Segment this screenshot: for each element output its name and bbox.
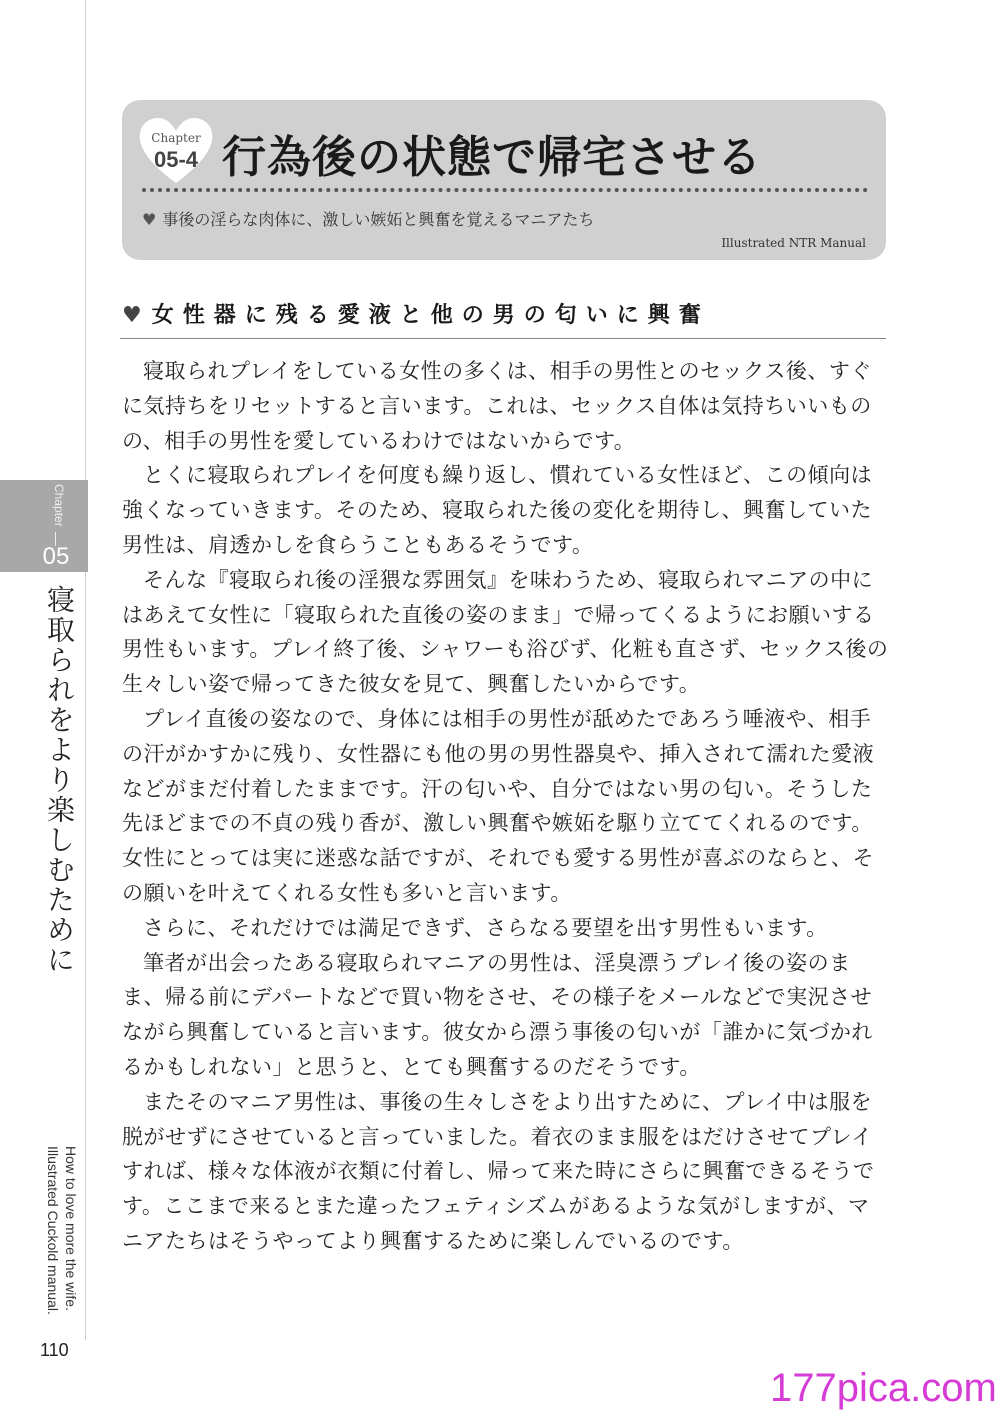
- section-heading-text: 女性器に残る愛液と他の男の匂いに興奮: [151, 303, 710, 328]
- chapter-number: 05-4: [153, 147, 199, 172]
- paragraph: そんな『寝取られ後の淫猥な雰囲気』を味わうため、寝取られマニアの中にはあえて女性に「寝取られた直後の姿のまま」で帰ってくるようにお願いする男性もいます。プレイ終了後、シャワーも浴びず、化粧も直さず、セックス後の生々しい姿で帰ってきた彼女を見て、興奮したいからです。: [122, 567, 889, 697]
- side-chapter-number: 05: [42, 543, 70, 570]
- manual-label: Illustrated NTR Manual: [721, 236, 866, 250]
- chapter-label: Chapter: [151, 131, 201, 145]
- body-text: [122, 354, 890, 1259]
- paragraph: プレイ直後の姿なので、身体には相手の男性が舐めたであろう唾液や、相手の汗がかすかに残り、女性器にも他の男の男性器臭や、挿入されて濡れた愛液などがまだ付着したままです。汗の匂いや、自分ではない男の匂い。そうした先ほどまでの不貞の残り香が、激しい興奮や嫉妬を駆り立ててくれるのです。女性にとっては実に迷惑な話ですが、それでも愛する男性が喜ぶのならと、その願いを叶えてくれる女性も多いと言います。: [122, 706, 875, 905]
- section-heading: [122, 298, 710, 329]
- side-chapter-label: Chapter: [52, 484, 66, 527]
- side-chapter-title: 寝取られをより楽しむために: [43, 585, 76, 975]
- paragraph: 筆者が出会ったある寝取られマニアの男性は、淫臭漂うプレイ後の姿のまま、帰る前にデパートなどで買い物をさせ、その様子をメールなどで実況させながら興奮していると言います。彼女から漂う事後の匂いが「誰かに気づかれるかもしれない」と思うと、とても興奮するのだそうです。: [122, 950, 873, 1079]
- section-divider: [120, 338, 886, 339]
- paragraph: またそのマニア男性は、事後の生々しさをより出すために、プレイ中は服を脱がせずにさせていると言っていました。着衣のまま服をはだけさせてプレイすれば、様々な体液が衣類に付着し、帰って来た時にさらに興奮できるそうです。ここまで来るとまた違ったフェティシズムがあるような気がしますが、マニアたちはそうやってより興奮するために楽しんでいるのです。: [122, 1089, 875, 1253]
- heart-icon: ♥: [142, 210, 157, 229]
- page-number: 110: [40, 1340, 69, 1360]
- paragraph: 寝取られプレイをしている女性の多くは、相手の男性とのセックス後、すぐに気持ちをリセットすると言います。これは、セックス自体は気持ちいいものの、相手の男性を愛しているわけではないからです。: [122, 359, 872, 453]
- side-english-line: How to love more the wife.: [63, 1146, 79, 1311]
- subtitle: [142, 207, 594, 230]
- side-english-line: Illustrated Cuckold manual.: [45, 1146, 61, 1315]
- margin-rule: [85, 0, 86, 1340]
- paragraph: さらに、それだけでは満足できず、さらなる要望を出す男性もいます。: [143, 915, 828, 940]
- dotted-divider: [142, 188, 868, 192]
- paragraph: とくに寝取られプレイを何度も繰り返し、慣れている女性ほど、この傾向は強くなっていきます。そのため、寝取られた後の変化を期待し、興奮していた男性は、肩透かしを食らうこともあるそうです。: [122, 463, 873, 557]
- heart-icon: ♥: [122, 303, 142, 328]
- page-title: 行為後の状態で帰宅させる: [222, 132, 762, 183]
- subtitle-text: 事後の淫らな肉体に、激しい嫉妬と興奮を覚えるマニアたち: [162, 210, 595, 229]
- side-english-title: [40, 1146, 80, 1326]
- watermark: 177pica.com: [770, 1366, 997, 1410]
